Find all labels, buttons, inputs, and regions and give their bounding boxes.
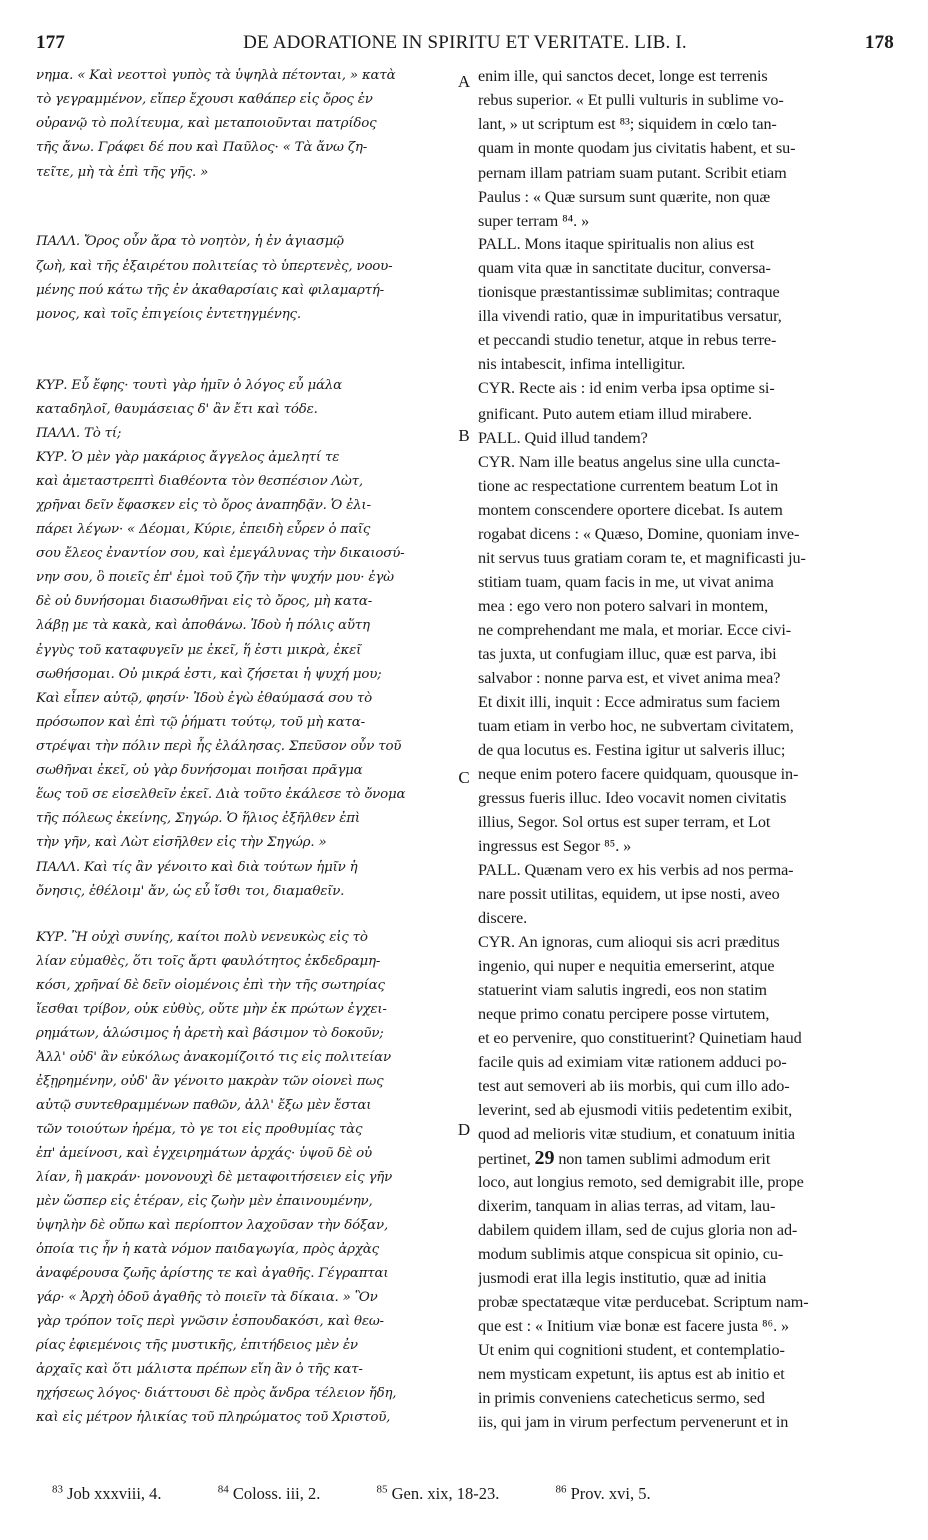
text-line: τῶν τοιούτων ἠρέμα, τὸ γε τοι εἰς προθυμίας τὰς bbox=[36, 1122, 363, 1137]
text-line: PALL. Quid illud tandem? bbox=[478, 429, 648, 447]
text-line: tione ac respectatione currentem beatum Lot in bbox=[478, 477, 779, 495]
text-line: ne comprehendant me mala, et moriar. Ecce civi- bbox=[478, 621, 792, 639]
margin-marker-c: C bbox=[458, 768, 470, 787]
text-line: PALL. Quænam vero ex his verbis ad nos perma- bbox=[478, 861, 794, 879]
running-title: DE ADORATIONE IN SPIRITU ET VERITATE. LIB. I. bbox=[243, 32, 687, 53]
text-line: ὄνησις, ἐθέλοιμ' ἄν, ὡς εὖ ἴσθι τοι, διαμαθεῖν. bbox=[36, 884, 345, 899]
text-line: Ut enim qui cognitioni student, et contemplatio- bbox=[478, 1341, 785, 1359]
text-line: in primis conveniens catecheticus sermo, sed bbox=[478, 1389, 765, 1407]
text-line: ΚΥΡ. Ἢ οὐχὶ συνίης, καίτοι πολὺ νενευκὼς εἰς τὸ bbox=[36, 930, 368, 945]
margin-marker-d: D bbox=[457, 1120, 471, 1139]
text-line: nare possit utilitas, equidem, ut ipse nosti, aveo bbox=[478, 885, 780, 903]
text-line: quam vita quæ in sanctitate ducitur, conversa- bbox=[478, 259, 771, 277]
text-line: οὐρανῷ τὸ πολίτευμα, καὶ μεταποιοῦνται πατρίδος bbox=[36, 116, 377, 131]
text-line: modum sublimis atque conspicua sit opinio, cu- bbox=[478, 1245, 784, 1263]
margin-marker-a: A bbox=[457, 72, 471, 91]
text-line: mea : ego vero non potero salvari in montem, bbox=[478, 597, 769, 615]
footnote: $^{85}$ Gen. xix, 18-23. bbox=[376, 1483, 500, 1503]
text-line: pernam illam patriam suam putant. Scribit etiam bbox=[478, 164, 787, 182]
text-line: lant, » ut scriptum est ⁸³; siquidem in cœlo tan- bbox=[478, 115, 777, 133]
inline-page-number: 29 bbox=[534, 1147, 555, 1169]
text-line: γάρ· « Ἀρχὴ ὁδοῦ ἀγαθῆς τὸ ποιεῖν τὰ δίκαια. » Ὃν bbox=[36, 1290, 378, 1305]
text-line: CYR. Recte ais : id enim verba ipsa optime si- bbox=[478, 379, 775, 397]
text-line: nis intabescit, infima intelligitur. bbox=[478, 355, 686, 373]
text-line: μονος, καὶ τοῖς ἐπιγείοις ἐντετηγμένης. bbox=[36, 307, 301, 322]
text-line: ingressus est Segor ⁸⁵. » bbox=[478, 837, 632, 855]
text-line: σωθήσομαι. Οὐ μικρά ἐστι, καὶ ζήσεται ἡ ψυχή μου; bbox=[36, 667, 382, 682]
text-line: σου ἔλεος ἐναντίον σου, καὶ ἐμεγάλυνας τὴν δικαιοσύ- bbox=[36, 546, 405, 561]
text-line: ἀρχαῖς καὶ ὅτι μάλιστα πρέπων εἴη ἂν ὁ τῆς κατ- bbox=[36, 1362, 363, 1377]
text-line: ηχήσεως λόγος· διάττουσι δὲ πρὸς ἄνδρα τέλειον ἤδη, bbox=[36, 1386, 397, 1401]
text-line: neque primo conatu percipere posse virtutem, bbox=[478, 1005, 770, 1023]
text-line: et peccandi studio tenetur, atque in rebus terre- bbox=[478, 331, 777, 349]
text-line: αὐτῷ συντεθραμμένων παθῶν, ἀλλ' ἔξω μὲν ἔσται bbox=[36, 1098, 372, 1113]
text-line: μὲν ὥσπερ εἰς ἑτέραν, εἰς ζωὴν μὲν ἐπαινουμένην, bbox=[36, 1194, 373, 1209]
text-line: CYR. Nam ille beatus angelus sine ulla cuncta- bbox=[478, 453, 780, 471]
text-line: Ἀλλ' οὐδ' ἂν εὐκόλως ἀνακομίζοιτό τις εἰς πολιτείαν bbox=[36, 1050, 391, 1065]
text-line: Et dixit illi, inquit : Ecce admiratus sum faciem bbox=[478, 693, 781, 711]
text-line: iis, qui jam in virum perfectum pervenerunt et in bbox=[478, 1413, 789, 1431]
text-line: ρίας ἐφιεμένοις τῆς μυστικῆς, ἐπιτήδειος μὲν ἐν bbox=[36, 1338, 358, 1353]
text-line: super terram ⁸⁴. » bbox=[478, 212, 590, 230]
text-line: illius, Segor. Sol ortus est super terram, et Lot bbox=[478, 813, 771, 831]
text-line: nem mysticam expetunt, iis aptus est ab initio et bbox=[478, 1365, 785, 1383]
text-line: tionisque præstantissimæ sublimitas; contraque bbox=[478, 283, 780, 301]
text-line: νημα. « Καὶ νεοττοὶ γυπὸς τὰ ὑψηλὰ πέτονται, » κατὰ bbox=[36, 68, 396, 83]
text-line: tas juxta, ut confugiam illuc, quæ est parva, ibi bbox=[478, 645, 777, 663]
text-line: λάβῃ με τὰ κακὰ, καὶ ἀποθάνω. Ἰδοὺ ἡ πόλις αὕτη bbox=[36, 618, 370, 633]
text-line: dixerim, tanquam in alias terras, ad vitam, lau- bbox=[478, 1197, 776, 1215]
text-line: ΚΥΡ. Ὁ μὲν γὰρ μακάριος ἄγγελος ἀμελητί τε bbox=[36, 450, 340, 465]
page-number-left: 177 bbox=[36, 32, 66, 53]
text-line: καὶ ἀμεταστρεπτὶ διαθέοντα τὸν θεσπέσιον Λὼτ, bbox=[36, 474, 363, 489]
text-line: Καὶ εἶπεν αὐτῷ, φησίν· Ἰδοὺ ἐγὼ ἐθαύμασά σου τὸ bbox=[36, 691, 372, 706]
text-line: μένης πού κάτω τῆς ἐν ἀκαθαρσίαις καὶ φιλαμαρτή- bbox=[36, 283, 384, 298]
text-line: discere. bbox=[478, 909, 528, 927]
footnote: $^{83}$ Job xxxviii, 4. bbox=[52, 1483, 162, 1503]
text-line: montem conscendere oportere dicebat. Is autem bbox=[478, 501, 783, 519]
text-line: τῆς πόλεως ἐκείνης, Σηγώρ. Ὁ ἥλιος ἐξῆλθεν ἐπὶ bbox=[36, 811, 360, 826]
text-line: rebus superior. « Et pulli vulturis in sublime vo- bbox=[478, 91, 784, 109]
text-line: ingenio, qui nuper e nequitia emerserint, atque bbox=[478, 957, 775, 975]
text-line: τεῖτε, μὴ τὰ ἐπὶ τῆς γῆς. » bbox=[36, 165, 209, 180]
text-line: ΚΥΡ. Εὖ ἔφης· τουτὶ γὰρ ἡμῖν ὁ λόγος εὖ μάλα bbox=[36, 378, 342, 393]
line-start: pertinet, bbox=[478, 1150, 531, 1168]
text-line: ὑψηλὴν δὲ οὔπω καὶ περίοπτον λαχοῦσαν τὴν δόξαν, bbox=[36, 1218, 389, 1233]
text-line: ὁποία τις ἦν ἡ κατὰ νόμον παιδαγωγία, πρὸς ἀρχὰς bbox=[36, 1242, 379, 1257]
text-line: λίαν εὐμαθὲς, ὅτι τοῖς ἄρτι φαυλότητος ἐκδεδραμη- bbox=[36, 954, 381, 969]
text-line: λίαν, ἢ μακράν· μονονουχὶ δὲ μεταφοιτήσειεν εἰς γῆν bbox=[36, 1170, 393, 1185]
text-line: χρῆναι δεῖν ἔφασκεν εἰς τὸ ὄρος ἀναπηδᾷν. Ὁ ἐλι- bbox=[36, 498, 371, 513]
text-line: ΠΑΛΛ. Τὸ τί; bbox=[36, 426, 122, 441]
text-line: καὶ εἰς μέτρον ἡλικίας τοῦ πληρώματος τοῦ Χριστοῦ, bbox=[36, 1410, 391, 1425]
text-line: stitiam tuam, quam facis in me, ut vivat anima bbox=[478, 573, 774, 591]
text-line: ρημάτων, ἁλώσιμος ἡ ἀρετὴ καὶ βάσιμον τὸ δοκοῦν; bbox=[36, 1026, 384, 1041]
margin-marker-b: B bbox=[458, 426, 470, 445]
text-line: τὴν γῆν, καὶ Λὼτ εἰσῆλθεν εἰς τὴν Σηγώρ. » bbox=[36, 835, 327, 850]
text-line: loco, aut longius remoto, sed demigrabit ille, prope bbox=[478, 1173, 804, 1191]
text-line: de qua locutus es. Festina igitur ut salveris illuc; bbox=[478, 741, 786, 759]
text-line: ἴεσθαι τρίβον, οὐκ εὐθὺς, οὔτε μὴν ἐκ πρώτων ἐγχει- bbox=[36, 1002, 387, 1017]
footnotes bbox=[52, 1483, 703, 1504]
text-line: καταδηλοῖ, θαυμάσειας δ' ἂν ἔτι καὶ τόδε. bbox=[36, 402, 318, 417]
text-line: κόσι, χρῆναί δὲ δεῖν οἰομένοις ἐπὶ τὴν τῆς σωτηρίας bbox=[36, 978, 385, 993]
text-line: salvabor : nonne parva est, et vivet anima mea? bbox=[478, 669, 781, 687]
text-line: statuerint viam salutis ingredi, eos non statim bbox=[478, 981, 767, 999]
text-line: quam in monte quodam jus civitatis habent, et su- bbox=[478, 139, 796, 157]
text-line: Paulus : « Quæ sursum sunt quærite, non quæ bbox=[478, 188, 771, 206]
text-line: πάρει λέγων· « Δέομαι, Κύριε, ἐπειδὴ εὗρεν ὁ παῖς bbox=[36, 522, 371, 537]
text-line: τὸ γεγραμμένον, εἴπερ ἔχουσι καθάπερ εἰς ὄρος ἐν bbox=[36, 92, 373, 107]
text-line: ἀναφέρουσα ζωῆς ἀρίστης τε καὶ ἀγαθῆς. Γέγραπται bbox=[36, 1266, 389, 1281]
text-line: gressus fueris illuc. Ideo vocavit nomen civitatis bbox=[478, 789, 787, 807]
text-line: tuam etiam in verbo hoc, ne subvertam civitatem, bbox=[478, 717, 794, 735]
text-line: dabilem quidem illam, sed de cujus gloria non ad- bbox=[478, 1221, 798, 1239]
text-line: facile quis ad eximiam vitæ rationem adduci po- bbox=[478, 1053, 787, 1071]
text-line: jusmodi erat illa legis institutio, quæ ad initia bbox=[478, 1269, 767, 1287]
text-line: test aut semoveri ab iis morbis, qui cum illo ado- bbox=[478, 1077, 790, 1095]
page-number-right: 178 bbox=[864, 32, 894, 53]
text-line: ἐπ' ἀμείνοσι, καὶ ἐγχειρημάτων ἀρχάς· ὑψοῦ δὲ οὐ bbox=[36, 1146, 372, 1161]
text-line: PALL. Mons itaque spiritualis non alius est bbox=[478, 235, 755, 253]
text-line: et eo pervenire, quo constituerint? Quinetiam haud bbox=[478, 1029, 802, 1047]
text-line: leverint, sed ab ejusmodi vitiis pedetentim exibit, bbox=[478, 1101, 793, 1119]
text-line: enim ille, qui sanctos decet, longe est terrenis bbox=[478, 67, 768, 85]
text-line: neque enim potero facere quidquam, quousque in- bbox=[478, 765, 799, 783]
text-line: γὰρ τρόπον τοῖς περὶ γνῶσιν ἐσπουδακόσι, καὶ θεω- bbox=[36, 1314, 384, 1329]
text-line: ΠΑΛΛ. Ὄρος οὖν ἄρα τὸ νοητὸν, ἡ ἐν ἁγιασμῷ bbox=[36, 234, 344, 249]
text-line: στρέψαι τὴν πόλιν περὶ ἧς ἐλάλησας. Σπεῦσον οὖν τοῦ bbox=[36, 739, 402, 754]
text-line: ἕως τοῦ σε εἰσελθεῖν ἐκεῖ. Διὰ τοῦτο ἐκάλεσε τὸ ὄνομα bbox=[36, 787, 406, 802]
text-line: ἐξῃρημένην, οὐδ' ἂν γένοιτο μακρὰν τῶν οἱονεὶ πως bbox=[36, 1074, 384, 1089]
footnote: $^{86}$ Prov. xvi, 5. bbox=[555, 1483, 651, 1503]
continuation-text: non tamen sublimi admodum erit bbox=[558, 1150, 771, 1168]
text-line: nit servus tuus gratiam coram te, et magnificasti ju- bbox=[478, 549, 806, 567]
text-line: σωθῆναι ἐκεῖ, οὐ γὰρ δυνήσομαι ποιῆσαι πρᾶγμα bbox=[36, 763, 363, 778]
text-line: ζωὴ, καὶ τῆς ἐξαιρέτου πολιτείας τὸ ὑπερτενὲς, νοου- bbox=[36, 259, 393, 274]
text-line: CYR. An ignoras, cum alioqui sis acri præditus bbox=[478, 933, 780, 951]
text-line: que est : « Initium viæ bonæ est facere justa ⁸⁶. » bbox=[478, 1317, 789, 1335]
running-header bbox=[36, 32, 894, 58]
text-line: quod ad melioris vitæ studium, et conatuum initia bbox=[478, 1125, 796, 1143]
text-line: ἐγγὺς τοῦ καταφυγεῖν με ἐκεῖ, ἥ ἐστι μικρὰ, ἐκεῖ bbox=[36, 643, 362, 658]
text-line: gnificant. Puto autem etiam illud mirabere. bbox=[478, 405, 752, 423]
text-line: δὲ οὐ δυνήσομαι διασωθῆναι εἰς τὸ ὄρος, μὴ κατα- bbox=[36, 594, 373, 609]
text-line: ΠΑΛΛ. Καὶ τίς ἂν γένοιτο καὶ διὰ τούτων ἡμῖν ἡ bbox=[36, 860, 358, 875]
text-line: νην σου, ὃ ποιεῖς ἐπ' ἐμοὶ τοῦ ζῆν τὴν ψυχήν μου· ἐγὼ bbox=[36, 570, 394, 585]
text-line: probæ spectatæque vitæ perducebat. Scriptum nam- bbox=[478, 1293, 809, 1311]
text-line: τῆς ἄνω. Γράφει δέ που καὶ Παῦλος· « Τὰ ἄνω ζη- bbox=[36, 140, 368, 155]
text-line: rogabat dicens : « Quæso, Domine, quoniam inve- bbox=[478, 525, 800, 543]
text-line: πρόσωπον καὶ ἐπὶ τῷ ῥήματι τούτῳ, τοῦ μὴ κατα- bbox=[36, 715, 365, 730]
text-line bbox=[478, 1146, 892, 1170]
footnote: $^{84}$ Coloss. iii, 2. bbox=[217, 1483, 321, 1503]
text-line: illa vivendi ratio, quæ in impuritatibus versatur, bbox=[478, 307, 782, 325]
